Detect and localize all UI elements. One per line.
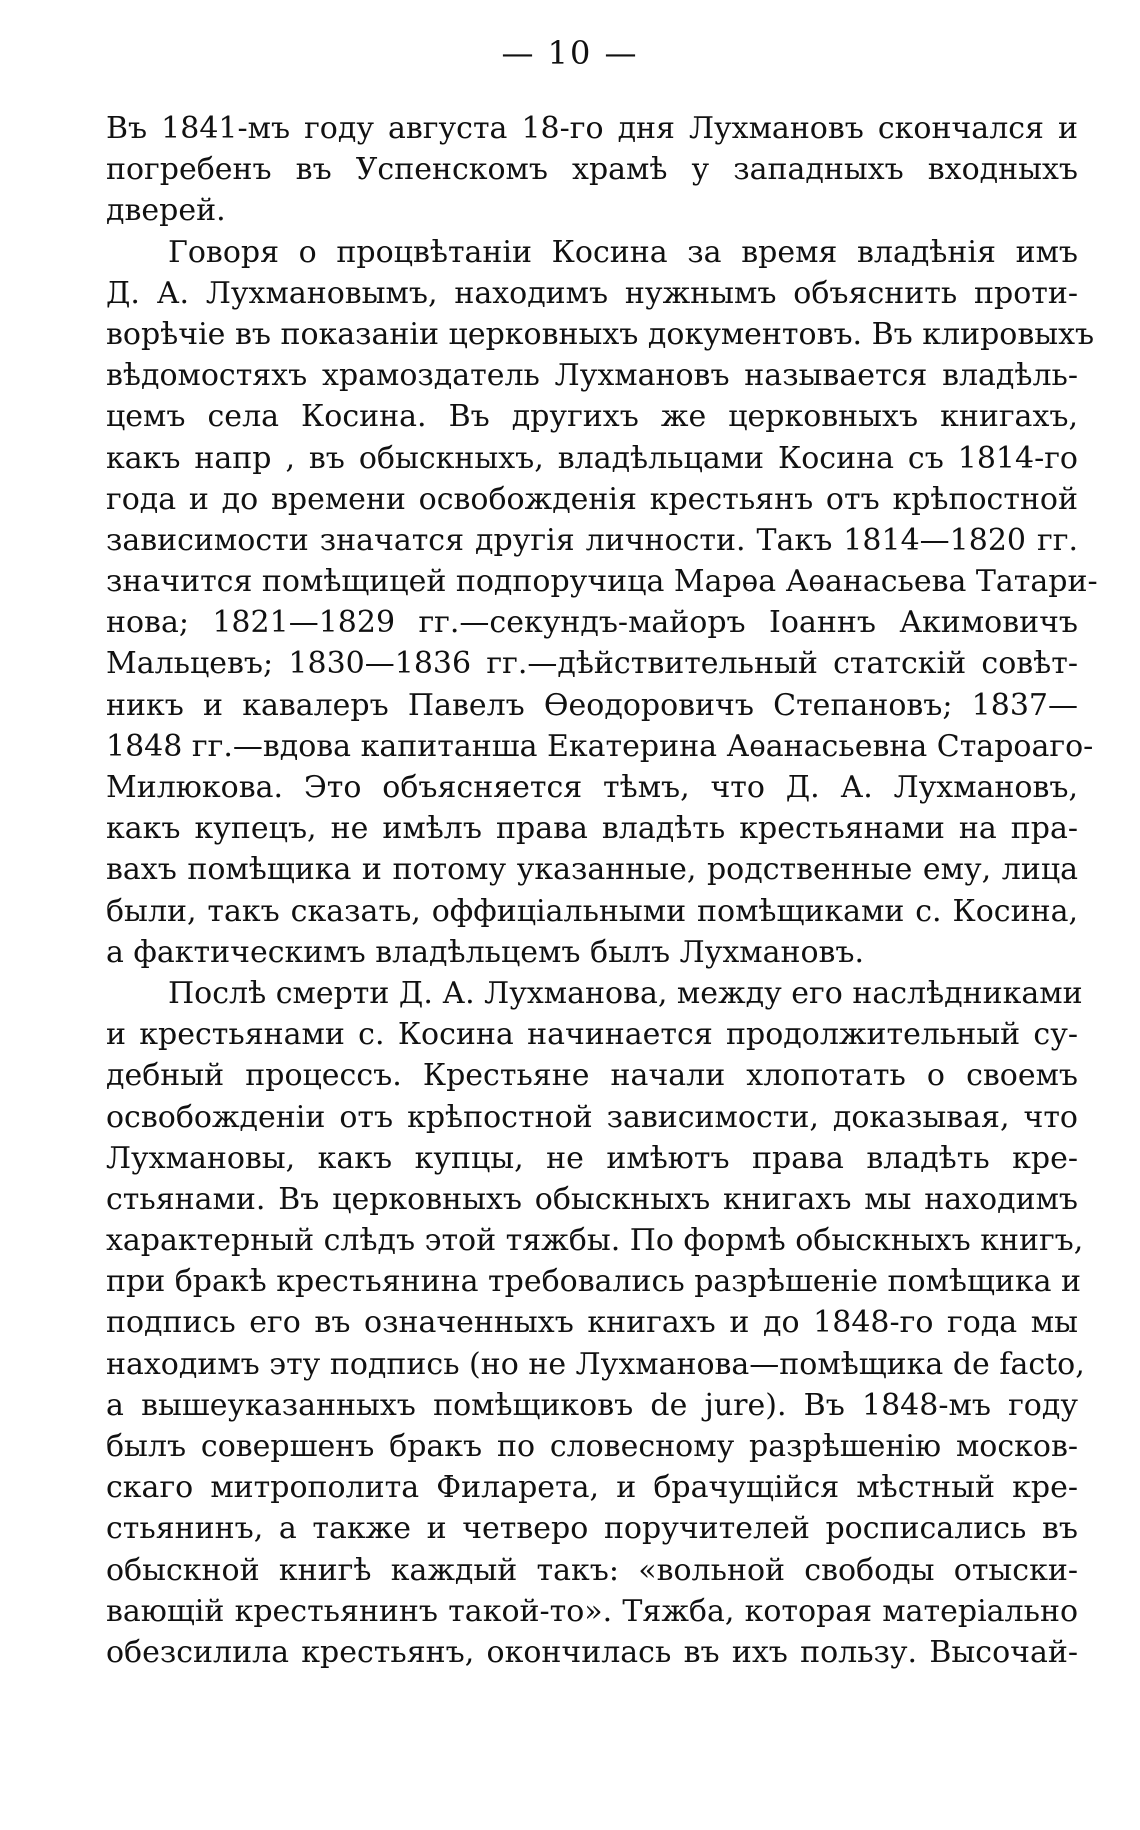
text-line: а фактическимъ владѣльцемъ былъ Лухмановъ. — [106, 934, 865, 970]
text-line: былъ совершенъ бракъ по словесному разрѣшенію москов- — [106, 1429, 1078, 1464]
text-line: Въ 1841-мъ году августа 18-го дня Лухмановъ скончался и — [106, 111, 1078, 146]
text-line: Лухмановы, какъ купцы, не имѣютъ права владѣть кре- — [106, 1140, 1078, 1176]
paragraph-start-line: Послѣ смерти Д. А. Лухманова, между его наслѣдниками — [168, 975, 1083, 1011]
text-line: вахъ помѣщика и потому указанные, родственные ему, лица — [106, 852, 1078, 888]
text-line: цемъ села Косина. Въ другихъ же церковныхъ книгахъ, — [106, 399, 1078, 435]
text-line: обезсилила крестьянъ, окончилась въ ихъ пользу. Высочай- — [106, 1634, 1078, 1670]
text-line: никъ и кавалеръ Павелъ Ѳеодоровичъ Степановъ; 1837— — [106, 687, 1078, 723]
text-line: характерный слѣдъ этой тяжбы. По формѣ обыскныхъ книгъ, — [106, 1223, 1084, 1259]
text-line: Милюкова. Это объясняется тѣмъ, что Д. А. Лухмановъ, — [106, 770, 1078, 805]
text-line: освобожденіи отъ крѣпостной зависимости, доказывая, что — [106, 1099, 1078, 1135]
page-number: — 10 — — [501, 34, 639, 72]
text-line: и крестьянами с. Косина начинается продолжительный су- — [106, 1017, 1078, 1053]
text-line: находимъ эту подпись (но не Лухманова—помѣщика de facto, — [106, 1346, 1085, 1382]
text-line: при бракѣ крестьянина требовались разрѣшеніе помѣщика и — [106, 1264, 1082, 1300]
text-line: скаго митрополита Филарета, и брачущійся мѣстный кре- — [106, 1470, 1078, 1506]
text-line: стьянами. Въ церковныхъ обыскныхъ книгахъ мы находимъ — [106, 1181, 1078, 1217]
text-line: погребенъ въ Успенскомъ храмѣ у западныхъ входныхъ — [106, 152, 1078, 188]
text-line: ворѣчіе въ показаніи церковныхъ документовъ. Въ клировыхъ — [106, 316, 1095, 352]
text-line: дверей. — [106, 193, 226, 229]
text-line: дебный процессъ. Крестьяне начали хлопотать о своемъ — [106, 1058, 1078, 1094]
text-line: вѣдомостяхъ храмоздатель Лухмановъ называется владѣль- — [106, 358, 1078, 394]
body-text — [106, 108, 1098, 1673]
text-line: а вышеуказанныхъ помѣщиковъ de jure). Въ 1848-мъ году — [106, 1387, 1078, 1423]
text-line: года и до времени освобожденія крестьянъ отъ крѣпостной — [106, 481, 1078, 517]
text-line: подпись его въ означенныхъ книгахъ и до 1848-го года мы — [106, 1305, 1078, 1341]
text-line: Мальцевъ; 1830—1836 гг.—дѣйствительный статскій совѣт- — [106, 646, 1078, 682]
text-line: стьянинъ, а также и четверо поручителей росписались въ — [106, 1511, 1078, 1547]
paragraph-start-line: Говоря о процвѣтаніи Косина за время владѣнія имъ — [168, 234, 1078, 270]
text-line: какъ купецъ, не имѣлъ права владѣть крестьянами на пра- — [106, 811, 1078, 847]
text-line: зависимости значатся другія личности. Такъ 1814—1820 гг. — [106, 522, 1078, 558]
text-line: какъ напр , въ обыскныхъ, владѣльцами Косина съ 1814-го — [106, 440, 1078, 476]
text-line: Д. А. Лухмановымъ, находимъ нужнымъ объяснить проти- — [106, 275, 1078, 311]
text-line: значится помѣщицей подпоручица Марѳа Аѳанасьева Татари- — [106, 564, 1098, 600]
text-line: обыскной книгѣ каждый такъ: «вольной свободы отыски- — [106, 1552, 1078, 1588]
text-line: нова; 1821—1829 гг.—секундъ-майоръ Іоаннъ Акимовичъ — [106, 605, 1078, 641]
text-line: были, такъ сказать, оффиціальными помѣщиками с. Косина, — [106, 893, 1078, 929]
text-line: 1848 гг.—вдова капитанша Екатерина Аѳанасьевна Староаго- — [106, 728, 1094, 764]
text-line: вающій крестьянинъ такой-то». Тяжба, которая матеріально — [106, 1593, 1078, 1629]
